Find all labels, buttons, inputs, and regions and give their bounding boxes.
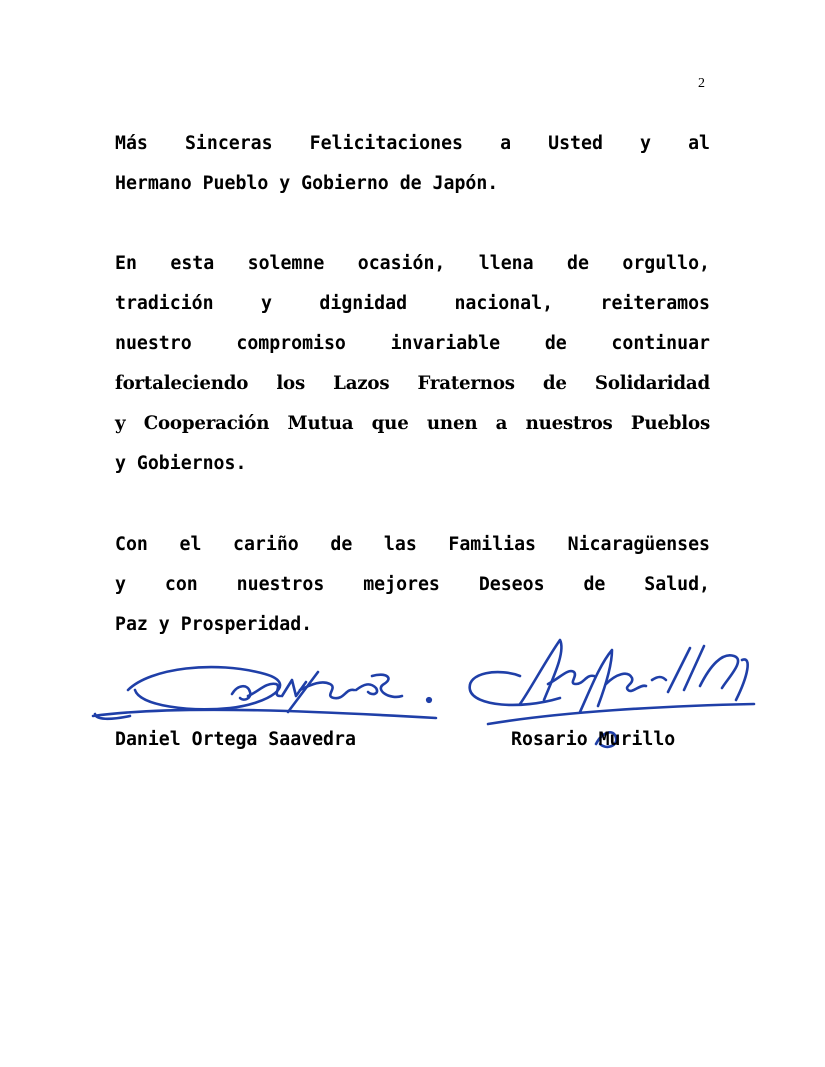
paragraph-line: Más Sinceras Felicitaciones a Usted y al — [115, 133, 710, 154]
paragraph-line: y Cooperación Mutua que unen a nuestros Pueblos — [115, 413, 710, 434]
paragraph-line: y Gobiernos. — [115, 453, 247, 474]
paragraph-line: fortaleciendo los Lazos Fraternos de Solidaridad — [115, 373, 710, 394]
paragraph-line: tradición y dignidad nacional, reiteramos — [115, 293, 710, 314]
signer-name-left: Daniel Ortega Saavedra — [115, 729, 356, 750]
paragraph-line: Con el cariño de las Familias Nicaragüenses — [115, 534, 710, 555]
paragraph-line: nuestro compromiso invariable de continuar — [115, 333, 710, 354]
paragraph-line: En esta solemne ocasión, llena de orgullo, — [115, 253, 710, 274]
paragraph-line: Paz y Prosperidad. — [115, 614, 313, 635]
paragraph-line: Hermano Pueblo y Gobierno de Japón. — [115, 173, 499, 194]
signer-name-right: Rosario Murillo — [511, 729, 676, 750]
paragraph-line: y con nuestros mejores Deseos de Salud, — [115, 574, 710, 595]
signature-left-mark — [93, 667, 436, 719]
page-number: 2 — [698, 76, 705, 91]
